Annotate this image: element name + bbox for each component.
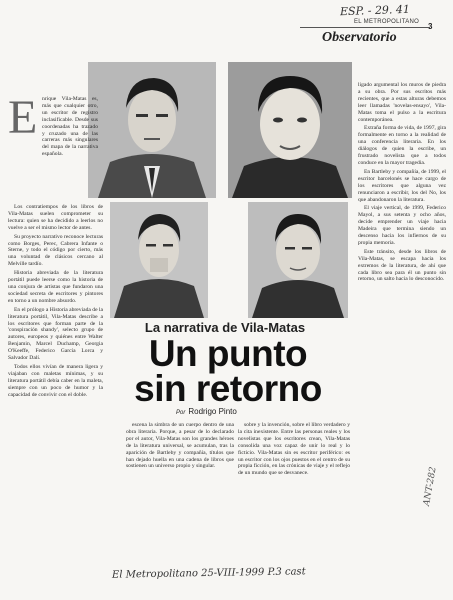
- author-name: Rodrigo Pinto: [188, 407, 237, 416]
- article-paragraph: En Bartleby y compañía, de 1999, el escritor barcelonés se hace cargo de los escritores que alguna vez renunciaron a escribir, los del No, los que abandonaron la literatura.: [358, 168, 446, 203]
- article-paragraph: El viaje vertical, de 1999, Federico Mayol, a sus setenta y ocho años, decide emprender un viaje hacia Madeira que termina siendo un descenso hacia los infiernos de su propia memoria.: [358, 205, 446, 246]
- handwritten-annotation-bottom: El Metropolitano 25-VIII-1999 P.3 cast: [111, 566, 306, 581]
- author-portrait-photo: [248, 202, 348, 318]
- headline-line: sin retorno: [134, 368, 322, 409]
- handwritten-annotation-top: ESP. - 29. 41: [339, 2, 411, 19]
- article-headline: [108, 333, 348, 409]
- article-paragraph: sobre y la invención, sobre el libro verdadero y la cita inexistente. Entre las personas reales y los novelistas que los escritores crean, Vila-Matas consolida una voz capaz de unir lo real y lo ficticio. Vila-Matas sin es escritor periférico: es un escritor con los ojos puestos en el centro de su propia ficción, en las crónicas de viaje y el reflejo de un mundo que se desvanece.: [238, 422, 350, 477]
- article-paragraph: ligado argumental los muros de piedra a su obra. Por sus escritos más recientes, que a estas alturas debemos leer llamadas 'novelas-ensayo', Vila-Matas toma el pulso a la escritura contemporánea.: [358, 82, 446, 123]
- handwritten-annotation-side: ANT-282: [422, 466, 439, 507]
- article-paragraph: Todos ellos vivían de manera ligera y viajaban con maletas mínimas, y su literatura portátil debía caber en la maleta, siempre con un poco de humor y la capacidad de convivir con el doble.: [8, 363, 103, 398]
- article-paragraph: escena la simbra de un cuerpo dentro de una obra literaria. Porque, a pesar de lo declarado por el autor, Vila-Matas son los grandes héroes de la literatura universal, se acumulan, tras la aparición de Bartleby y compañía, títulos que han dejado huella en una cadena de libros que sostienen un universo propio y singular.: [126, 422, 234, 470]
- article-intro: [42, 96, 98, 204]
- section-title: Observatorio: [322, 30, 397, 45]
- article-column-2: [126, 422, 234, 560]
- article-paragraph: En el prólogo a Historia abreviada de la literatura portátil, Vila-Matas describe a los escritores que forman parte de la 'conspiración shandy', selecto grupo de autores, europeos y quiénes entre Walter Benjamin, Marcel Duchamp, Georgia O'Keeffe, Federico García Lorca y Salvador Dalí.: [8, 306, 103, 362]
- article-paragraph: Extraña forma de vida, de 1997, gira formalmente en torno a la realidad de una conferencia literaria. En los diálogos de quien la escribe, un frustrado novelista que a todos conduce en la mayor tragedia.: [358, 125, 446, 166]
- article-paragraph: Los contratiempos de los libros de Vila-Matas suelen comprometer su lectura: quien se ha decidido a leerlos no vuelve a ser el mismo lector de antes.: [8, 204, 103, 231]
- section-rule: [300, 27, 430, 28]
- article-paragraph: Este tránsito, desde los libros de Vila-Matas, se escapa hacia los extremos de la literatura, de ahí que cada libro sea para él un punto sin retorno, un salto hacia lo desconocido.: [358, 248, 446, 283]
- byline: [176, 407, 237, 416]
- author-portrait-photo: [88, 62, 216, 198]
- page-number: 3: [428, 22, 433, 31]
- author-portrait-photo: [228, 62, 352, 198]
- article-paragraph: Historia abreviada de la literatura portátil puede leerse como la historia de una conjura de artistas que fundaron una sociedad secreta de escritores y pintores en torno a un nombre absurdo.: [8, 270, 103, 304]
- drop-cap: E: [8, 91, 38, 144]
- article-paragraph: nrique Vila-Matas es, más que cualquier otro, un escritor de registro inclasificable. Desde sus coordenadas ha trazado y cruzado una de las carreras más singulares del mapa de la narrativa española.: [42, 96, 98, 158]
- article-kicker: La narrativa de Vila-Matas: [144, 320, 306, 335]
- headline-line: Un punto: [148, 333, 308, 374]
- article-column-1: [8, 204, 103, 562]
- newspaper-name: EL METROPOLITANO: [354, 19, 420, 25]
- article-paragraph: Su proyecto narrativo reconoce lecturas como Borges, Perec, Cabrera Infante o Sterne, y todo el código por cierto, más una voluntad de clásicos cercano al Melville tardío.: [8, 233, 103, 268]
- author-portrait-photo: [110, 202, 208, 318]
- article-column-3: [238, 422, 350, 560]
- byline-prefix: Por: [176, 410, 186, 416]
